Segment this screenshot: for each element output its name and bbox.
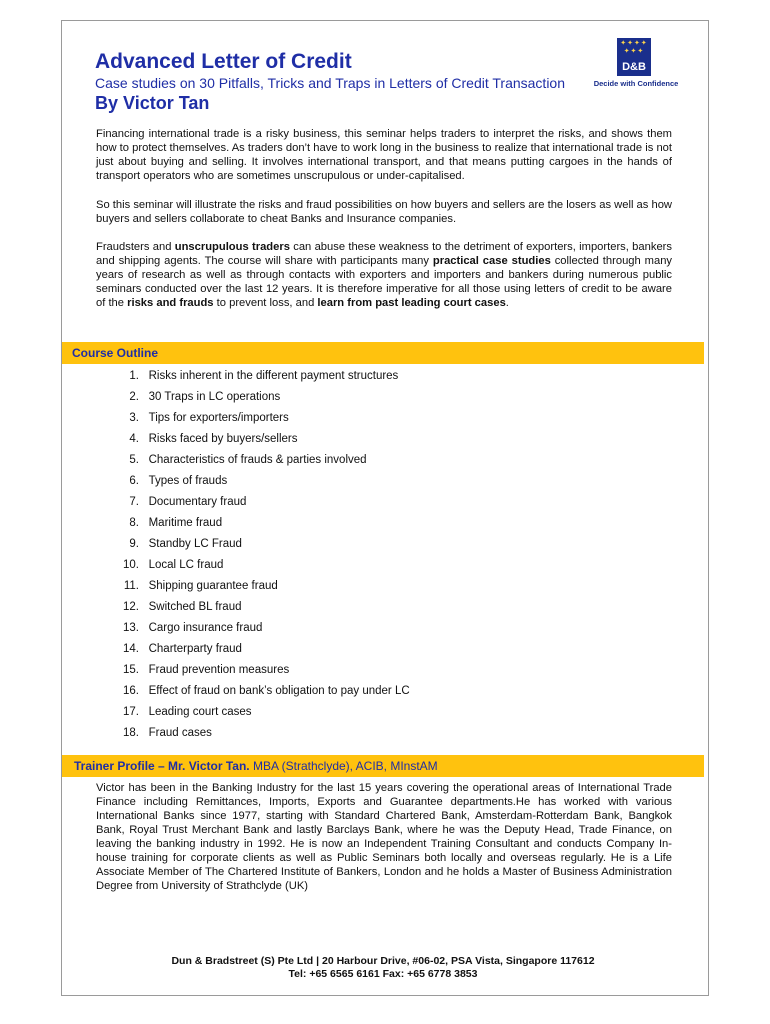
p3-text-2: can abuse these weakness to the detriment of exporters, importers, bankers and shipping agents. The course will share with participants many — [96, 241, 672, 267]
document-title: Advanced Letter of Credit — [95, 50, 352, 73]
list-item — [112, 429, 612, 450]
list-item — [112, 450, 612, 471]
document-author: By Victor Tan — [95, 93, 210, 113]
list-item-number: 6. — [129, 475, 139, 487]
list-item-number: 1. — [129, 370, 139, 382]
list-item — [112, 702, 612, 723]
list-item-number: 13. — [123, 622, 139, 634]
list-item-text: Leading court cases — [148, 706, 252, 718]
list-item-number: 17. — [123, 706, 139, 718]
list-item — [112, 513, 612, 534]
course-outline-list — [112, 366, 612, 744]
footer-contact — [62, 955, 704, 981]
p3-text-4: to prevent loss, and — [213, 297, 318, 309]
list-item-number: 4. — [129, 433, 139, 445]
list-item-number: 5. — [129, 454, 139, 466]
intro-paragraph-3 — [96, 240, 672, 310]
list-item — [112, 408, 612, 429]
p3-text-1: Fraudsters and — [96, 241, 175, 253]
list-item-text: Cargo insurance fraud — [148, 622, 263, 634]
trainer-profile-heading — [62, 755, 704, 777]
list-item-number: 7. — [129, 496, 139, 508]
p3-bold-2: practical case studies — [432, 255, 551, 267]
list-item-text: Fraud cases — [148, 727, 212, 739]
list-item-text: Standby LC Fraud — [148, 538, 242, 550]
list-item — [112, 618, 612, 639]
list-item-text: Charterparty fraud — [148, 643, 242, 655]
list-item-text: Shipping guarantee fraud — [148, 580, 278, 592]
dnb-logo — [590, 38, 682, 94]
list-item-number: 10. — [123, 559, 139, 571]
p3-text-5: . — [505, 297, 509, 309]
list-item — [112, 639, 612, 660]
list-item-number: 15. — [123, 664, 139, 676]
list-item-number: 3. — [129, 412, 139, 424]
list-item-text: Effect of fraud on bank’s obligation to pay under LC — [148, 685, 410, 697]
course-outline-heading: Course Outline — [62, 342, 704, 364]
logo-mark-text: D&B — [622, 61, 646, 73]
footer-address: Dun & Bradstreet (S) Pte Ltd | 20 Harbour Drive, #06-02, PSA Vista, Singapore 117612 — [171, 955, 595, 967]
trainer-credentials: MBA (Strathclyde), ACIB, MInstAM — [249, 759, 438, 773]
list-item-text: Risks faced by buyers/sellers — [148, 433, 298, 445]
list-item-number: 12. — [123, 601, 139, 613]
list-item-text: Fraud prevention measures — [148, 664, 290, 676]
list-item-number: 9. — [129, 538, 139, 550]
p3-bold-3: risks and frauds — [127, 297, 214, 309]
p3-bold-1: unscrupulous traders — [174, 241, 290, 253]
p3-bold-4: learn from past leading court cases — [317, 297, 506, 309]
list-item — [112, 366, 612, 387]
list-item — [112, 681, 612, 702]
list-item-number: 18. — [123, 727, 139, 739]
list-item — [112, 597, 612, 618]
list-item — [112, 576, 612, 597]
intro-paragraph-1: Financing international trade is a risky business, this seminar helps traders to interpret the risks, and shows them how to protect themselves. As traders don’t have to work long in the business to realize that international trade is not just about buying and selling. It involves international transport, and that means putting cargoes in the hands of transport operators who are sometimes unscrupulous or under-capitalised. — [96, 128, 672, 182]
logo-stars-icon: ✦✦✦✦ ✦✦✦ — [620, 40, 648, 55]
list-item-number: 16. — [123, 685, 139, 697]
list-item-text: Types of frauds — [148, 475, 228, 487]
list-item — [112, 555, 612, 576]
list-item-number: 8. — [129, 517, 139, 529]
p3-text-3: collected through many years of research as well as through contacts with exporters and importers and bankers during numerous public seminars conducted over the last 12 years. It is therefore imperative for all those using letters of credit to be aware of the — [96, 255, 673, 309]
list-item — [112, 723, 612, 744]
list-item-number: 11. — [123, 580, 139, 592]
logo-tagline: Decide with Confidence — [593, 79, 679, 88]
list-item-number: 14. — [123, 643, 139, 655]
list-item — [112, 534, 612, 555]
list-item-text: Risks inherent in the different payment structures — [148, 370, 399, 382]
list-item — [112, 660, 612, 681]
list-item — [112, 471, 612, 492]
list-item-text: Maritime fraud — [148, 517, 223, 529]
document-subtitle: Case studies on 30 Pitfalls, Tricks and Traps in Letters of Credit Transaction — [95, 75, 565, 91]
list-item — [112, 387, 612, 408]
trainer-heading-name: Trainer Profile – Mr. Victor Tan. — [74, 759, 250, 773]
list-item-text: Documentary fraud — [148, 496, 247, 508]
list-item-text: Switched BL fraud — [148, 601, 242, 613]
list-item-text: Tips for exporters/importers — [148, 412, 289, 424]
logo-mark-box — [617, 38, 651, 76]
list-item-text: Local LC fraud — [148, 559, 224, 571]
list-item-number: 2. — [129, 391, 139, 403]
intro-paragraph-2: So this seminar will illustrate the risks and fraud possibilities on how buyers and sellers are the losers as well as how buyers and sellers collaborate to cheat Banks and Insurance companies. — [96, 199, 672, 225]
list-item-text: Characteristics of frauds & parties involved — [148, 454, 367, 466]
footer-phone-fax: Tel: +65 6565 6161 Fax: +65 6778 3853 — [288, 968, 478, 980]
list-item-text: 30 Traps in LC operations — [148, 391, 281, 403]
trainer-bio: Victor has been in the Banking Industry for the last 15 years covering the operational areas of International Trade Finance including Remittances, Imports, Exports and Guarantee departments.He has worked with various International Banks since 1977, starting with Standard Chartered Bank, Amsterdam-Rotterdam Bank, Bangkok Bank, Royal Trust Merchant Bank and lastly Barclays Bank, where he was the Deputy Head, Trade Finance, on leaving the banking industry in 1992. He is now an Independent Training Consultant and conducts Company In-house training for corporate clients as well as Public Seminars both locally and overseas regularly. He is a Life Associate Member of The Chartered Institute of Bankers, London and he holds a Master of Business Administration Degree from University of Strathclyde (UK) — [96, 782, 672, 892]
list-item — [112, 492, 612, 513]
